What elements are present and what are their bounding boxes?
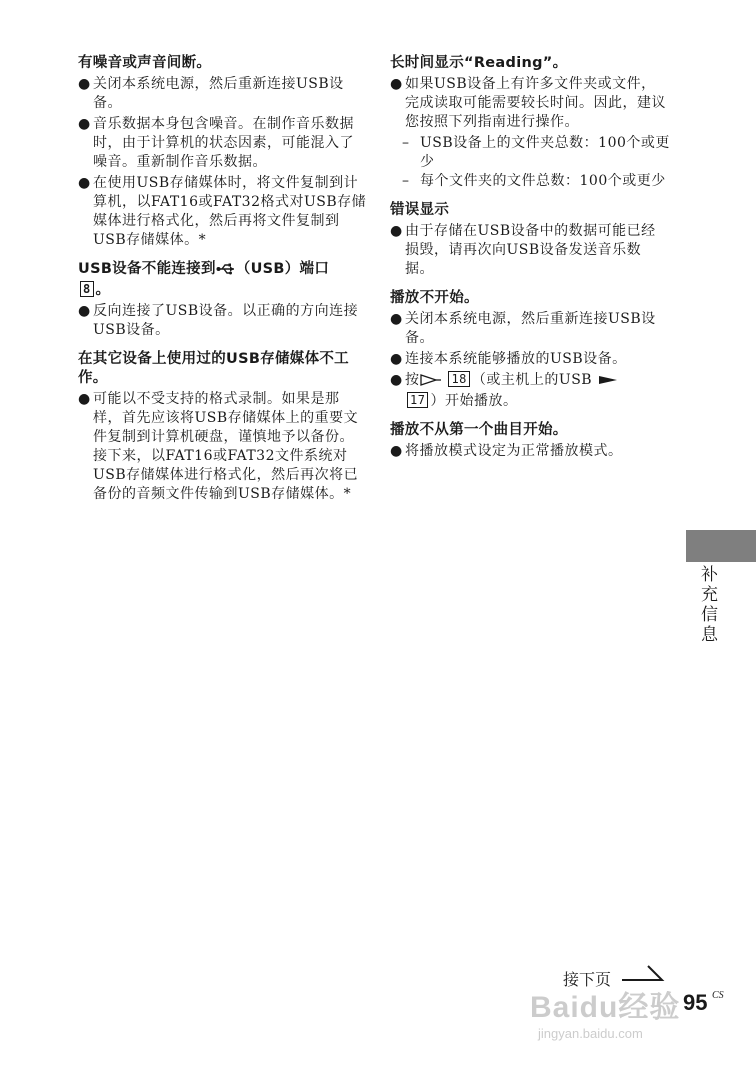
bullet-icon: ● (390, 372, 403, 388)
watermark-logo-text: Baidu经验 (530, 991, 681, 1024)
section-usb-connect (78, 260, 368, 340)
bullet-icon: ● (78, 175, 91, 191)
list-item (78, 115, 368, 172)
play-pause-icon (420, 373, 442, 392)
list-item (78, 174, 368, 250)
bullet-icon: ● (78, 116, 91, 132)
list-item (390, 222, 670, 279)
item-list (390, 75, 670, 132)
side-tab-bar (686, 530, 756, 562)
list-item (390, 442, 670, 461)
sub-list-item (390, 172, 670, 191)
section-noise (78, 54, 368, 250)
button-number-box: 18 (448, 371, 469, 387)
sub-item-text: USB设备上的文件夹总数：100个或更少 (420, 135, 670, 170)
item-list (390, 222, 670, 279)
section-error (390, 201, 670, 279)
section-no-playback (390, 289, 670, 411)
next-page-arrow-icon (622, 962, 668, 990)
section-heading: 在其它设备上使用过的USB存储媒体不工作。 (78, 351, 349, 386)
port-number-box: 8 (80, 281, 94, 297)
item-text: 如果USB设备上有许多文件夹或文件，完成读取可能需要较长时间。因此，建议您按照下列指南进行操作。 (405, 76, 666, 130)
bullet-icon: ● (390, 351, 403, 367)
heading-text: 。 (95, 282, 111, 298)
item-text: 按 (405, 372, 420, 388)
sub-item-text: 每个文件夹的文件总数：100个或更少 (420, 173, 666, 189)
item-list (78, 75, 368, 250)
item-text: 关闭本系统电源，然后重新连接USB设备。 (405, 311, 656, 346)
bullet-icon: ● (78, 303, 91, 319)
item-text: 由于存储在USB设备中的数据可能已经损毁，请再次向USB设备发送音乐数据。 (405, 223, 656, 277)
section-reading (390, 54, 670, 191)
item-text: （或主机上的USB (471, 372, 593, 388)
list-item (390, 371, 670, 411)
sub-item-list (390, 134, 670, 191)
bullet-icon: ● (390, 223, 403, 239)
page-suffix: CS (712, 990, 724, 1001)
item-list (390, 442, 670, 461)
heading-text: （USB）端口 (235, 261, 330, 277)
item-text: 将播放模式设定为正常播放模式。 (405, 443, 623, 459)
section-heading: 有噪音或声音间断。 (78, 55, 212, 71)
usb-icon (216, 262, 236, 281)
section-first-track (390, 421, 670, 461)
heading-text: USB设备不能连接到 (78, 261, 216, 277)
section-heading: 长时间显示“Reading”。 (390, 55, 568, 71)
button-number-box: 17 (407, 392, 428, 408)
item-list (390, 310, 670, 411)
bullet-icon: ● (390, 311, 403, 327)
dash-icon: – (402, 173, 410, 189)
item-text: ）开始播放。 (430, 393, 518, 409)
sub-list-item (390, 134, 670, 172)
play-icon (597, 373, 619, 392)
watermark-url: jingyan.baidu.com (538, 1026, 643, 1041)
page-number: 95 (683, 990, 708, 1015)
bullet-icon: ● (78, 391, 91, 407)
next-page-label: 接下页 (563, 970, 612, 989)
list-item (390, 310, 670, 348)
side-tab-label: 补充信息 (697, 565, 717, 645)
item-list (78, 390, 368, 504)
section-heading: 播放不开始。 (390, 290, 479, 306)
item-text: 可能以不受支持的格式录制。如果是那样，首先应该将USB存储媒体上的重要文件复制到计算机硬盘，谨慎地予以备份。接下来，以FAT16或FAT32文件系统对USB存储媒体进行格式化，然后再次将已备份的音频文件传输到USB存储媒体。* (93, 391, 359, 502)
dash-icon: – (402, 135, 410, 151)
item-text: 在使用USB存储媒体时，将文件复制到计算机，以FAT16或FAT32格式对USB存储媒体进行格式化，然后再将文件复制到USB存储媒体。* (93, 175, 367, 248)
section-heading: 错误显示 (390, 202, 450, 218)
item-text: 反向连接了USB设备。以正确的方向连接USB设备。 (93, 303, 359, 338)
bullet-icon: ● (78, 76, 91, 92)
bullet-icon: ● (390, 443, 403, 459)
item-text: 音乐数据本身包含噪音。在制作音乐数据时，由于计算机的状态因素，可能混入了噪音。重新制作音乐数据。 (93, 116, 354, 170)
item-text: 连接本系统能够播放的USB设备。 (405, 351, 627, 367)
bullet-icon: ● (390, 76, 403, 92)
right-column (390, 54, 670, 471)
section-other-device (78, 350, 368, 504)
left-column (78, 54, 368, 514)
section-heading: 播放不从第一个曲目开始。 (390, 422, 568, 438)
list-item (78, 75, 368, 113)
list-item (78, 302, 368, 340)
item-list (78, 302, 368, 340)
section-heading (78, 260, 368, 300)
list-item (390, 75, 670, 132)
list-item (78, 390, 368, 504)
item-text: 关闭本系统电源，然后重新连接USB设备。 (93, 76, 344, 111)
list-item (390, 350, 670, 369)
